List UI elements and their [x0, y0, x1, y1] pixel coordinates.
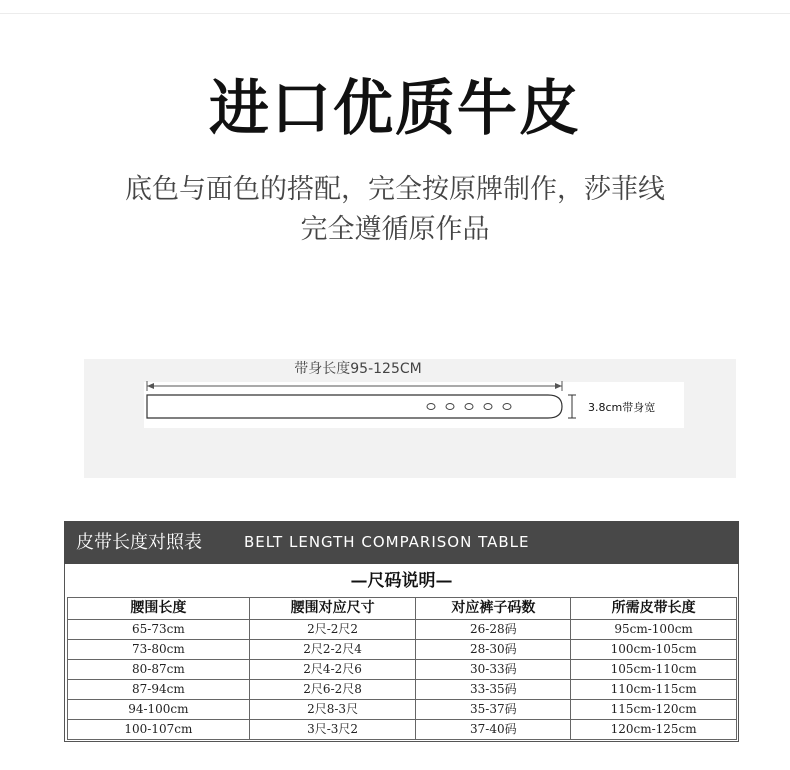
- waist-size-cell: 2尺2-2尺4: [249, 640, 416, 660]
- belt-hole: [427, 404, 435, 410]
- column-header: 所需皮带长度: [571, 598, 737, 620]
- width-label: 3.8cm带身宽: [588, 401, 656, 414]
- description-line-1: 底色与面色的搭配，完全按原牌制作，莎菲线: [125, 174, 665, 205]
- length-label: 带身长度95-125CM: [294, 361, 422, 377]
- belt-length-cell: 120cm-125cm: [571, 720, 737, 740]
- column-header: 腰围长度: [68, 598, 250, 620]
- size-chart-caption: —尺码说明—: [350, 571, 453, 591]
- table-row: [68, 700, 737, 720]
- table-row: [68, 680, 737, 700]
- pants-size-cell: 30-33码: [416, 660, 571, 680]
- belt-length-cell: 110cm-115cm: [571, 680, 737, 700]
- column-header: 腰围对应尺寸: [249, 598, 416, 620]
- table-row: [68, 660, 737, 680]
- belt-length-cell: 105cm-110cm: [571, 660, 737, 680]
- size-chart-title-cn: 皮带长度对照表: [76, 532, 202, 553]
- waist-size-cell: 2尺4-2尺6: [249, 660, 416, 680]
- waist-length-cell: 100-107cm: [68, 720, 250, 740]
- waist-length-cell: 94-100cm: [68, 700, 250, 720]
- page-title: 进口优质牛皮: [209, 74, 581, 144]
- waist-length-cell: 80-87cm: [68, 660, 250, 680]
- table-row: [68, 720, 737, 740]
- pants-size-cell: 26-28码: [416, 620, 571, 640]
- size-chart-header: [64, 521, 739, 564]
- description: [0, 170, 790, 250]
- belt-hole: [484, 404, 492, 410]
- belt-length-cell: 115cm-120cm: [571, 700, 737, 720]
- waist-length-cell: 87-94cm: [68, 680, 250, 700]
- waist-length-cell: 65-73cm: [68, 620, 250, 640]
- size-chart: [64, 521, 739, 743]
- waist-length-cell: 73-80cm: [68, 640, 250, 660]
- size-chart-title-en: BELT LENGTH COMPARISON TABLE: [244, 533, 530, 551]
- belt-hole: [503, 404, 511, 410]
- belt-outline: [147, 395, 562, 418]
- column-header: 对应裤子码数: [416, 598, 571, 620]
- pants-size-cell: 37-40码: [416, 720, 571, 740]
- waist-size-cell: 2尺-2尺2: [249, 620, 416, 640]
- pants-size-cell: 28-30码: [416, 640, 571, 660]
- waist-size-cell: 3尺-3尺2: [249, 720, 416, 740]
- waist-size-cell: 2尺8-3尺: [249, 700, 416, 720]
- pants-size-cell: 33-35码: [416, 680, 571, 700]
- belt-diagram: [84, 359, 736, 478]
- size-table-header-row: [68, 598, 737, 620]
- waist-size-cell: 2尺6-2尺8: [249, 680, 416, 700]
- table-row: [68, 620, 737, 640]
- size-chart-body: [64, 564, 739, 742]
- belt-hole: [465, 404, 473, 410]
- pants-size-cell: 35-37码: [416, 700, 571, 720]
- table-row: [68, 640, 737, 660]
- size-table: [67, 597, 737, 740]
- top-divider: [0, 13, 790, 14]
- description-line-2: 完全遵循原作品: [300, 214, 490, 245]
- belt-length-cell: 100cm-105cm: [571, 640, 737, 660]
- belt-length-cell: 95cm-100cm: [571, 620, 737, 640]
- belt-hole: [446, 404, 454, 410]
